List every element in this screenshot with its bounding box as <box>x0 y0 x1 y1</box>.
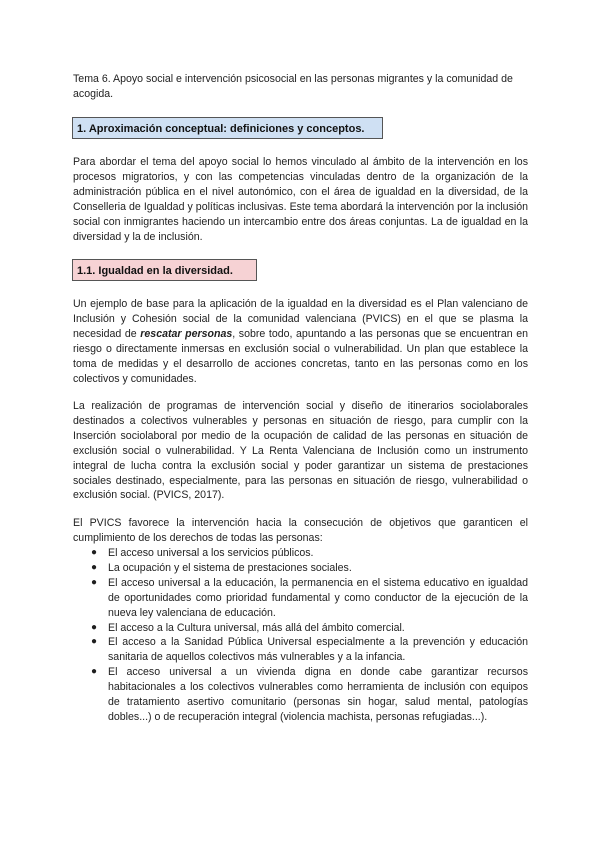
list-item-text: El acceso universal a la educación, la permanencia en el sistema educativo en igualdad de oportunidades como prioridad fundamental y como conductor de la ejecución de la nueva ley valenciana de educación. <box>108 576 528 619</box>
list-item <box>73 621 528 636</box>
list-item-text: El acceso universal a un vivienda digna en donde cabe garantizar recursos habitacionales a los colectivos vulnerables como herramienta de inclusión con equipos de tratamiento asertivo comunitario (personas sin hogar, salud mental, patologías dobles...) o de recuperación integral (violencia machista, personas refugiadas...). <box>108 666 528 723</box>
p1-text-before: Un ejemplo de base para la aplicación de la igualdad en la diversidad es el Plan valenciano de Inclusión y Cohesión social de la comunidad valenciana (PVICS) en el que se plasma la necesidad de <box>73 298 528 340</box>
bullet-icon: ● <box>91 576 98 588</box>
section1-paragraph: Para abordar el tema del apoyo social lo hemos vinculado al ámbito de la intervención en los procesos migratorios, y con las competencias vinculadas dentro de la organización de la administración pública en el nivel autonómico, con el área de igualdad en la diversidad, de la Conselleria de Igualdad y políticas inclusivas. Este tema abordará la intervención por la inclusión social con inmigrantes haciendo un intercambio entre dos áreas conjuntas. La de igualdad en la diversidad y la de inclusión. <box>73 156 528 243</box>
rights-bullet-list <box>73 546 528 725</box>
section2-paragraph-2: La realización de programas de intervención social y diseño de itinerarios sociolaborales destinados a colectivos vulnerables y personas en situación de riesgo, para cumplir con la Inserción sociolaboral por medio de la ocupación de calidad de las personas en situación de exclusión social o vulnerabilidad. Y La Renta Valenciana de Inclusión como un instrumento integral de lucha contra la exclusión social y poder garantizar un sistema de prestaciones sociales destinado, especialmente, para las personas en situación de riesgo, vulnerabilidad o exclusión social. (PVICS, 2017). <box>73 400 528 502</box>
bullet-icon: ● <box>91 561 98 573</box>
list-item <box>73 635 528 665</box>
bullet-icon: ● <box>91 666 98 678</box>
list-item-text: La ocupación y el sistema de prestaciones sociales. <box>108 561 352 574</box>
section2-paragraph-1 <box>73 297 528 386</box>
bullet-icon: ● <box>91 547 98 558</box>
document-title: Tema 6. Apoyo social e intervención psicosocial en las personas migrantes y la comunidad de acogida. <box>73 73 513 100</box>
section-heading-1: 1. Aproximación conceptual: definiciones y conceptos. <box>72 117 383 139</box>
list-item <box>73 576 528 621</box>
p1-emphasis: rescatar personas <box>140 327 233 340</box>
section2-paragraph-3: El PVICS favorece la intervención hacia la consecución de objetivos que garanticen el cumplimiento de los derechos de todas las personas: <box>73 517 528 544</box>
section-heading-1-1: 1.1. Igualdad en la diversidad. <box>72 259 257 281</box>
list-item-text: El acceso a la Sanidad Pública Universal especialmente a la prevención y educación sanitaria de aquellos colectivos más vulnerables y a la infancia. <box>108 636 528 664</box>
list-item-text: El acceso a la Cultura universal, más allá del ámbito comercial. <box>108 621 405 634</box>
list-item <box>73 665 528 725</box>
bullet-icon: ● <box>91 636 98 648</box>
list-item <box>73 546 528 561</box>
bullet-icon: ● <box>91 621 98 633</box>
p1-text-after: , sobre todo, apuntando a las personas que se encuentran en riesgo o directamente inmersas en exclusión social o vulnerabilidad. Un plan que establece la toma de medidas y el desarrollo de acciones concretas, tanto en las personas como en los colectivos y comunidades. <box>73 327 529 385</box>
list-item-text: El acceso universal a los servicios públicos. <box>108 547 314 559</box>
list-item <box>73 561 528 576</box>
